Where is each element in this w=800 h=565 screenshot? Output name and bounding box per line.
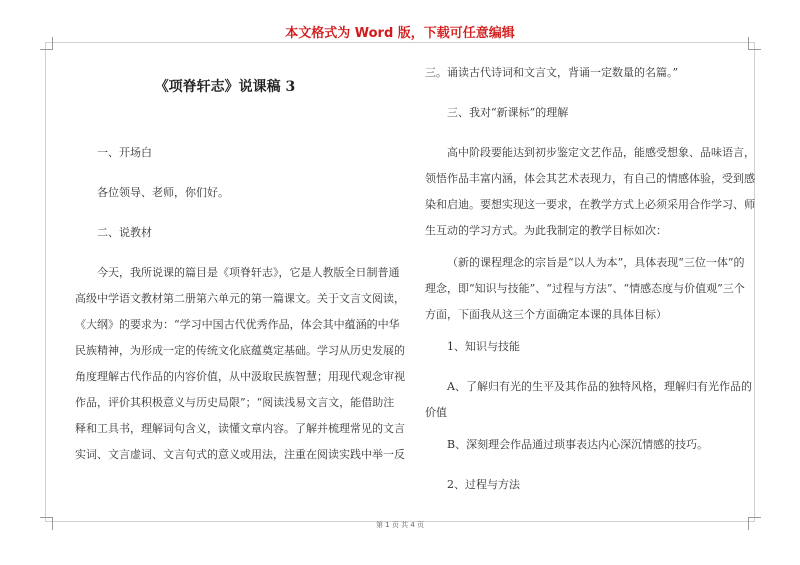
left-column bbox=[75, 60, 405, 468]
continued-text: 三。诵读古代诗词和文言文，背诵一定数量的名篇。” bbox=[425, 66, 679, 79]
section-knowledge-skills: 1、知识与技能 bbox=[447, 340, 520, 353]
page-footer: 第 1 页 共 4 页 bbox=[375, 521, 425, 529]
standard-paragraph: 高中阶段要能达到初步鉴定文艺作品，能感受想象、品味语言，领悟作品丰富内涵，体会其艺术表现力，有自己的情感体验，受到感染和启迪。要想实现这一要求，在教学方式上必须采用合作学习、师生互动的学习方式。为此我制定的教学目标如次： bbox=[425, 146, 755, 237]
document-title: 《项脊轩志》说课稿 3 bbox=[154, 79, 296, 95]
heading-new-standard: 三、我对“新课标”的理解 bbox=[447, 106, 569, 119]
concept-paragraph: （新的课程理念的宗旨是“以人为本”，具体表现“三位一体”的理念，即“知识与技能”、“过程与方法”、“情感态度与价值观”三个方面，下面我从这三个方面确定本课的具体目标） bbox=[425, 256, 745, 321]
greeting: 各位领导、老师，你们好。 bbox=[97, 186, 229, 199]
textbook-paragraph: 今天，我所说课的篇目是《项脊轩志》，它是人教版全日制普通高级中学语文教材第二册第六单元的第一篇课文。关于文言文阅读，《大纲》的要求为：“学习中国古代优秀作品，体会其中蕴涵的中华民族精神，为形成一定的传统文化底蕴奠定基础。学习从历史发展的角度理解古代作品的内容价值，从中汲取民族智慧；用现代观念审视作品，评价其积极意义与历史局限”；“阅读浅易文言文，能借助注释和工具书，理解词句含义，读懂文章内容。了解并梳理常见的文言实词、文言虚词、文言句式的意义或用法，注重在阅读实践中举一反 bbox=[75, 266, 405, 461]
heading-opening: 一、开场白 bbox=[97, 146, 152, 159]
right-column bbox=[425, 60, 755, 512]
objective-a: A、了解归有光的生平及其作品的独特风格，理解归有光作品的价值 bbox=[425, 380, 752, 419]
section-process-method: 2、过程与方法 bbox=[447, 478, 520, 491]
crop-mark-top-left bbox=[40, 37, 53, 50]
objective-b: B、深刻理会作品通过琐事表达内心深沉情感的技巧。 bbox=[447, 438, 709, 451]
download-banner: 本文格式为 Word 版，下载可任意编辑 bbox=[285, 26, 515, 41]
heading-textbook: 二、说教材 bbox=[97, 226, 152, 239]
crop-mark-top-right bbox=[748, 37, 761, 50]
